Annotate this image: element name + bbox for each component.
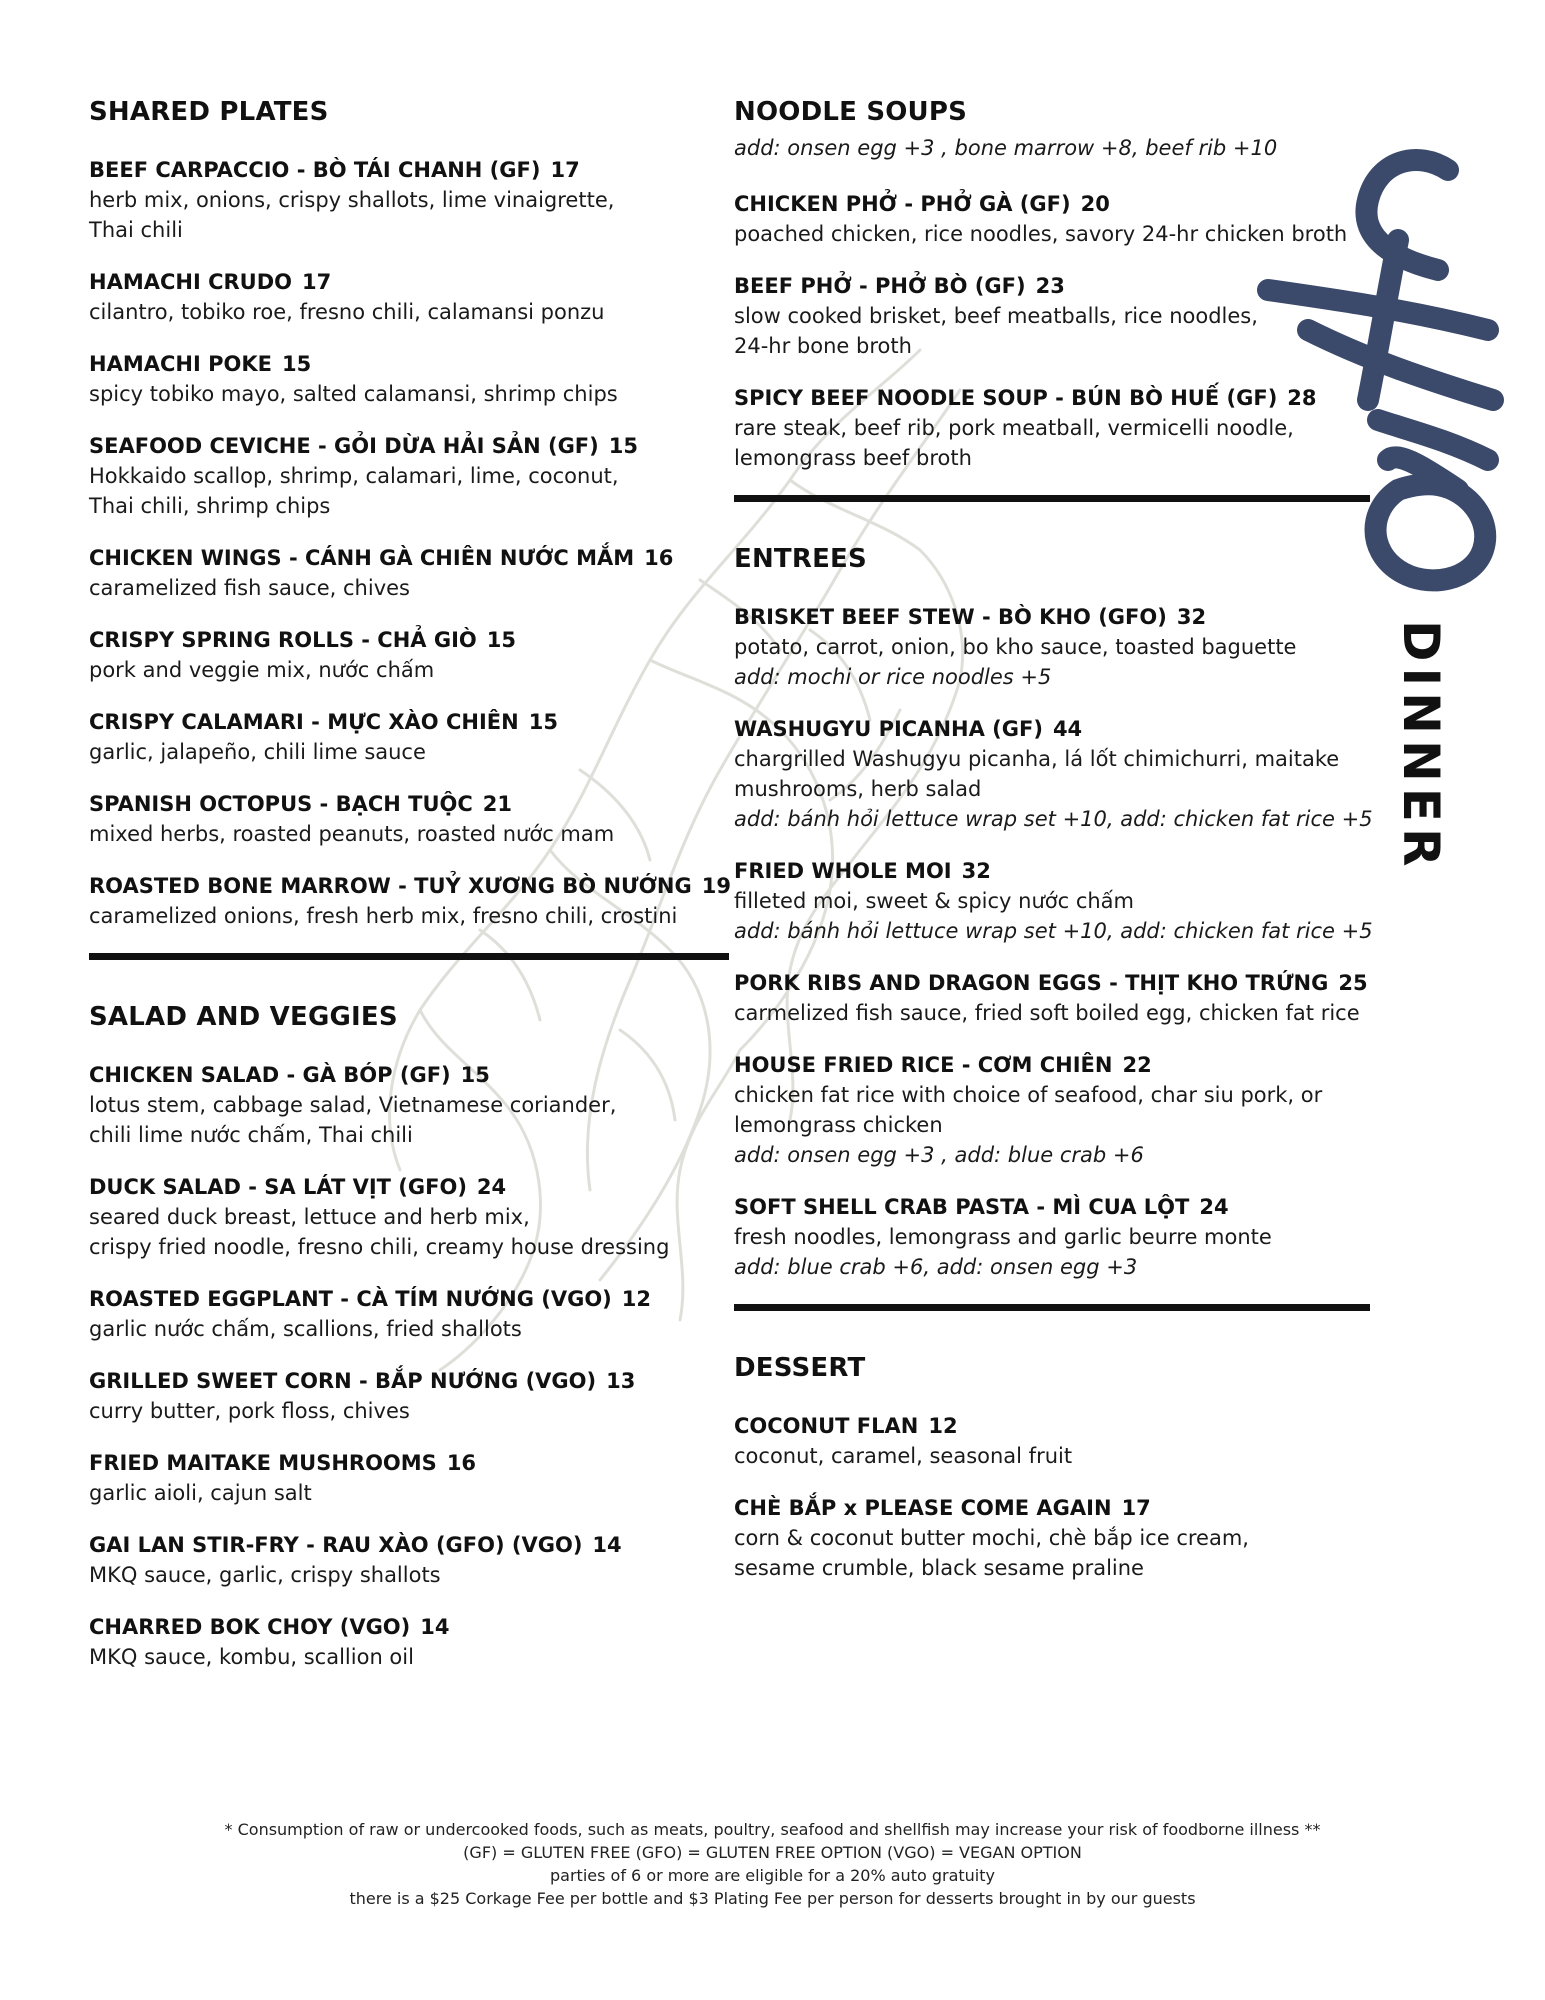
- menu-item-name: ROASTED EGGPLANT - CÀ TÍM NƯỚNG (VGO): [89, 1287, 612, 1311]
- menu-item-title: [734, 714, 1384, 744]
- menu-item-description: fresh noodles, lemongrass and garlic beurre monte: [734, 1225, 1272, 1249]
- menu-item-price: 24: [476, 1175, 507, 1199]
- menu-item-price: 14: [420, 1615, 450, 1639]
- menu-item-description: garlic aioli, cajun salt: [89, 1481, 312, 1505]
- menu-item-name: ROASTED BONE MARROW - TUỶ XƯƠNG BÒ NƯỚNG: [89, 874, 692, 898]
- menu-item-addon: add: blue crab +6, add: onsen egg +3: [734, 1255, 1138, 1279]
- menu-item-description: herb mix, onions, crispy shallots, lime vinaigrette,: [89, 188, 615, 212]
- menu-item-description: sesame crumble, black sesame praline: [734, 1556, 1144, 1580]
- menu-item-title: [89, 871, 729, 901]
- menu-item-title: [89, 1366, 729, 1396]
- menu-item-price: 17: [1121, 1496, 1151, 1520]
- menu-item: [89, 1612, 729, 1672]
- left-column: [89, 97, 729, 1694]
- menu-item-name: CHICKEN SALAD - GÀ BÓP (GF): [89, 1063, 451, 1087]
- menu-item-description: Hokkaido scallop, shrimp, calamari, lime, coconut,: [89, 464, 619, 488]
- menu-item-description: filleted moi, sweet & spicy nước chấm: [734, 889, 1135, 913]
- menu-item-description: carmelized fish sauce, fried soft boiled egg, chicken fat rice: [734, 1001, 1360, 1025]
- menu-item-title: [734, 1050, 1384, 1080]
- menu-item-description: MKQ sauce, garlic, crispy shallots: [89, 1563, 441, 1587]
- menu-item-description: potato, carrot, onion, bo kho sauce, toasted baguette: [734, 635, 1297, 659]
- menu-item-price: 16: [644, 546, 674, 570]
- menu-item-name: DUCK SALAD - SA LÁT VỊT (GFO): [89, 1175, 467, 1199]
- menu-item: [89, 1448, 729, 1508]
- menu-item-name: BEEF PHỞ - PHỞ BÒ (GF): [734, 274, 1026, 298]
- menu-item-description: poached chicken, rice noodles, savory 24-hr chicken broth: [734, 222, 1348, 246]
- menu-item-price: 22: [1122, 1053, 1152, 1077]
- section-title: NOODLE SOUPS: [734, 97, 968, 127]
- menu-item-description: cilantro, tobiko roe, fresno chili, calamansi ponzu: [89, 300, 605, 324]
- menu-item-name: PORK RIBS AND DRAGON EGGS - THỊT KHO TRỨNG: [734, 971, 1329, 995]
- chao-logo-icon: [1248, 130, 1508, 600]
- menu-item-name: CRISPY SPRING ROLLS - CHẢ GIÒ: [89, 628, 477, 652]
- menu-section: [734, 1353, 1384, 1583]
- menu-item-description: mixed herbs, roasted peanuts, roasted nước mam: [89, 822, 615, 846]
- menu-item-price: 16: [446, 1451, 477, 1475]
- menu-item-description: rare steak, beef rib, pork meatball, vermicelli noodle,: [734, 416, 1294, 440]
- dinner-side-label: DINNER: [1392, 620, 1450, 873]
- menu-item-addon: add: bánh hỏi lettuce wrap set +10, add: chicken fat rice +5: [734, 807, 1373, 831]
- menu-item-description: coconut, caramel, seasonal fruit: [734, 1444, 1073, 1468]
- footer-line: * Consumption of raw or undercooked foods, such as meats, poultry, seafood and shellfish may increase your risk of foodborne illness **: [224, 1820, 1321, 1839]
- menu-item-title: [89, 1284, 729, 1314]
- menu-item-description: lemongrass beef broth: [734, 446, 972, 470]
- menu-item-title: [734, 1192, 1384, 1222]
- menu-item-name: HOUSE FRIED RICE - CƠM CHIÊN: [734, 1053, 1113, 1077]
- menu-item-title: [89, 707, 729, 737]
- menu-item: [734, 1192, 1384, 1282]
- section-title: ENTREES: [734, 544, 867, 574]
- footer-line: there is a $25 Corkage Fee per bottle and $3 Plating Fee per person for desserts brought in by our guests: [349, 1889, 1196, 1908]
- menu-item-price: 23: [1035, 274, 1065, 298]
- menu-item-price: 20: [1080, 192, 1110, 216]
- menu-item-name: CHARRED BOK CHOY (VGO): [89, 1615, 411, 1639]
- menu-item-description: caramelized onions, fresh herb mix, fresno chili, crostini: [89, 904, 678, 928]
- menu-item-name: HAMACHI POKE: [89, 352, 272, 376]
- menu-item: [734, 602, 1384, 692]
- menu-item-title: [89, 155, 729, 185]
- section-divider: [89, 953, 729, 960]
- menu-item-name: FRIED MAITAKE MUSHROOMS: [89, 1451, 437, 1475]
- menu-item-description: 24-hr bone broth: [734, 334, 912, 358]
- section-note: add: onsen egg +3 , bone marrow +8, beef rib +10: [734, 136, 1278, 160]
- menu-item-title: [89, 267, 729, 297]
- menu-item-title: [89, 1530, 729, 1560]
- menu-item: [734, 856, 1384, 946]
- menu-item-price: 15: [528, 710, 558, 734]
- menu-item-price: 21: [482, 792, 513, 816]
- menu-item: [89, 267, 729, 327]
- menu-item-description: seared duck breast, lettuce and herb mix,: [89, 1205, 530, 1229]
- section-divider: [734, 1304, 1370, 1311]
- menu-item-title: [734, 856, 1384, 886]
- menu-item-price: 13: [606, 1369, 636, 1393]
- menu-item: [89, 1172, 729, 1262]
- menu-item-title: [734, 602, 1384, 632]
- menu-item-title: [89, 1060, 729, 1090]
- menu-item: [89, 431, 729, 521]
- menu-section: [89, 1002, 729, 1672]
- menu-item-title: [89, 543, 729, 573]
- menu-item-name: BRISKET BEEF STEW - BÒ KHO (GFO): [734, 605, 1167, 629]
- menu-item-price: 15: [281, 352, 312, 376]
- menu-item-title: [89, 789, 729, 819]
- menu-item-addon: add: bánh hỏi lettuce wrap set +10, add: chicken fat rice +5: [734, 919, 1373, 943]
- menu-section: [89, 97, 729, 931]
- menu-item-price: 15: [608, 434, 638, 458]
- menu-item-description: Thai chili: [89, 218, 183, 242]
- menu-item-description: garlic nước chấm, scallions, fried shallots: [89, 1317, 522, 1341]
- menu-item-description: chili lime nước chấm, Thai chili: [89, 1123, 413, 1147]
- menu-item-price: 15: [460, 1063, 490, 1087]
- menu-item-price: 14: [592, 1533, 622, 1557]
- menu-item-description: lemongrass chicken: [734, 1113, 943, 1137]
- menu-item-description: chicken fat rice with choice of seafood, char siu pork, or: [734, 1083, 1323, 1107]
- menu-item-price: 32: [961, 859, 991, 883]
- menu-item: [89, 1060, 729, 1150]
- menu-item-name: CHÈ BẮP x PLEASE COME AGAIN: [734, 1496, 1112, 1520]
- menu-item-description: chargrilled Washugyu picanha, lá lốt chimichurri, maitake: [734, 747, 1340, 771]
- menu-item-name: WASHUGYU PICANHA (GF): [734, 717, 1043, 741]
- menu-item-description: Thai chili, shrimp chips: [89, 494, 331, 518]
- menu-item: [89, 155, 729, 245]
- menu-item-name: CHICKEN WINGS - CÁNH GÀ CHIÊN NƯỚC MẮM: [89, 546, 635, 570]
- menu-item-price: 28: [1287, 386, 1317, 410]
- menu-item-description: garlic, jalapeño, chili lime sauce: [89, 740, 426, 764]
- menu-item: [89, 625, 729, 685]
- menu-item-name: COCONUT FLAN: [734, 1414, 919, 1438]
- menu-item: [89, 789, 729, 849]
- menu-item-description: pork and veggie mix, nước chấm: [89, 658, 435, 682]
- menu-item-title: [89, 1612, 729, 1642]
- menu-item-description: mushrooms, herb salad: [734, 777, 982, 801]
- menu-item-name: GAI LAN STIR-FRY - RAU XÀO (GFO) (VGO): [89, 1533, 583, 1557]
- menu-item-description: caramelized fish sauce, chives: [89, 576, 410, 600]
- menu-item-description: corn & coconut butter mochi, chè bắp ice cream,: [734, 1526, 1249, 1550]
- section-title: SALAD AND VEGGIES: [89, 1002, 398, 1032]
- menu-item-title: [89, 349, 729, 379]
- footer-line: (GF) = GLUTEN FREE (GFO) = GLUTEN FREE OPTION (VGO) = VEGAN OPTION: [463, 1843, 1082, 1862]
- menu-item-price: 12: [621, 1287, 652, 1311]
- menu-item-price: 25: [1338, 971, 1368, 995]
- menu-item-price: 32: [1176, 605, 1207, 629]
- menu-item-price: 12: [928, 1414, 958, 1438]
- menu-item-description: curry butter, pork floss, chives: [89, 1399, 410, 1423]
- menu-item-title: [89, 431, 729, 461]
- menu-item: [734, 714, 1384, 834]
- menu-item: [89, 871, 729, 931]
- menu-item-price: 19: [701, 874, 731, 898]
- menu-item: [734, 1493, 1384, 1583]
- menu-item-name: SPANISH OCTOPUS - BẠCH TUỘC: [89, 792, 473, 816]
- menu-item-title: [734, 968, 1384, 998]
- menu-item-title: [734, 1493, 1384, 1523]
- section-title: DESSERT: [734, 1353, 866, 1383]
- menu-item-name: BEEF CARPACCIO - BÒ TÁI CHANH (GF): [89, 158, 541, 182]
- menu-item-name: SOFT SHELL CRAB PASTA - MÌ CUA LỘT: [734, 1195, 1190, 1219]
- menu-item-name: GRILLED SWEET CORN - BẮP NƯỚNG (VGO): [89, 1369, 597, 1393]
- menu-item: [89, 543, 729, 603]
- menu-item-name: CRISPY CALAMARI - MỰC XÀO CHIÊN: [89, 710, 519, 734]
- menu-item-description: spicy tobiko mayo, salted calamansi, shrimp chips: [89, 382, 618, 406]
- menu-item-title: [89, 1172, 729, 1202]
- menu-item: [89, 1530, 729, 1590]
- menu-item-description: lotus stem, cabbage salad, Vietnamese coriander,: [89, 1093, 617, 1117]
- menu-section: [734, 544, 1384, 1282]
- menu-item-price: 24: [1199, 1195, 1229, 1219]
- menu-item-name: SEAFOOD CEVICHE - GỎI DỪA HẢI SẢN (GF): [89, 434, 599, 458]
- menu-item-title: [89, 1448, 729, 1478]
- section-title: SHARED PLATES: [89, 97, 329, 127]
- menu-item: [89, 1284, 729, 1344]
- menu-item-addon: add: onsen egg +3 , add: blue crab +6: [734, 1143, 1144, 1167]
- menu-item-name: SPICY BEEF NOODLE SOUP - BÚN BÒ HUẾ (GF): [734, 386, 1278, 410]
- menu-item-name: CHICKEN PHỞ - PHỞ GÀ (GF): [734, 192, 1071, 216]
- menu-item-title: [89, 625, 729, 655]
- menu-item-price: 17: [550, 158, 580, 182]
- menu-item-description: MKQ sauce, kombu, scallion oil: [89, 1645, 414, 1669]
- menu-item-addon: add: mochi or rice noodles +5: [734, 665, 1052, 689]
- menu-item-description: crispy fried noodle, fresno chili, creamy house dressing: [89, 1235, 670, 1259]
- menu-item-price: 15: [486, 628, 516, 652]
- menu-item-price: 17: [302, 270, 332, 294]
- menu-item: [89, 349, 729, 409]
- menu-item-price: 44: [1052, 717, 1083, 741]
- menu-item: [89, 707, 729, 767]
- menu-item-name: FRIED WHOLE MOI: [734, 859, 952, 883]
- menu-item-name: HAMACHI CRUDO: [89, 270, 293, 294]
- footer-line: parties of 6 or more are eligible for a 20% auto gratuity: [550, 1866, 995, 1885]
- menu-item: [734, 1050, 1384, 1170]
- menu-item-title: [734, 1411, 1384, 1441]
- footer-notes: [0, 1818, 1545, 1910]
- menu-item: [89, 1366, 729, 1426]
- menu-item: [734, 1411, 1384, 1471]
- menu-item: [734, 968, 1384, 1028]
- menu-item-description: slow cooked brisket, beef meatballs, rice noodles,: [734, 304, 1258, 328]
